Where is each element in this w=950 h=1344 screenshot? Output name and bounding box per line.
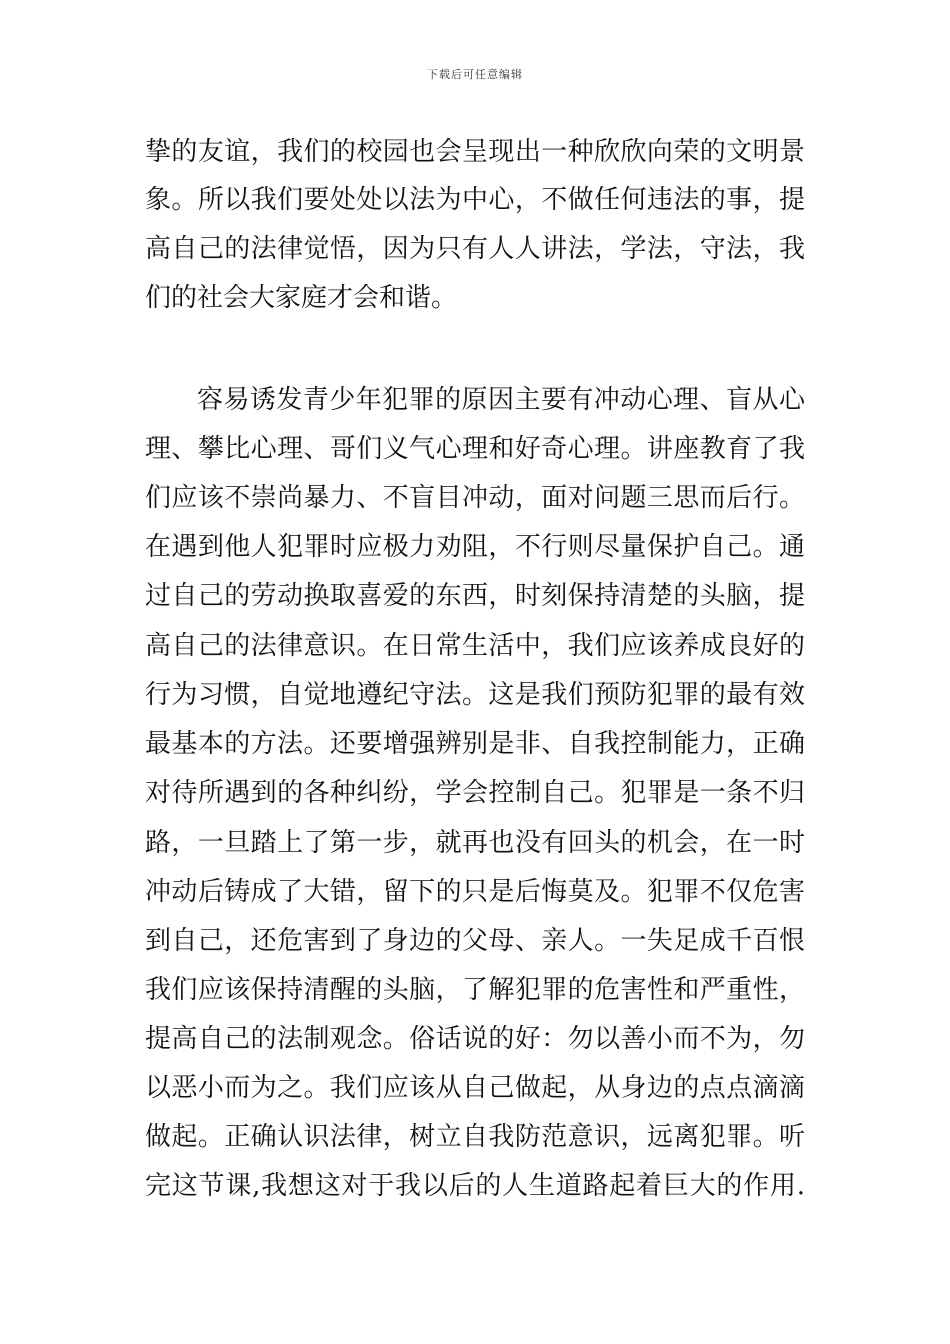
paragraph2-line-15: 以恶小而为之。我们应该从自己做起，从身边的点点滴滴 [145,1073,805,1103]
paragraph1-line-4: 们的社会大家庭才会和谐。 [145,283,458,313]
paragraph2-line-8: 最基本的方法。还要增强辨别是非、自我控制能力，正确 [145,729,805,759]
paragraph2-line-11: 冲动后铸成了大错，留下的只是后悔莫及。犯罪不仅危害 [145,877,805,907]
paragraph2-line-14: 提高自己的法制观念。俗话说的好：勿以善小而不为，勿 [145,1024,805,1054]
paragraph2-line-10: 路，一旦踏上了第一步，就再也没有回头的机会，在一时 [145,828,805,858]
paragraph2-line-12: 到自己，还危害到了身边的父母、亲人。一失足成千百恨 [145,926,805,956]
paragraph2-line-17: 完这节课,我想这对于我以后的人生道路起着巨大的作用. [145,1171,805,1201]
paragraph1-line-3: 高自己的法律觉悟，因为只有人人讲法，学法，守法，我 [145,234,805,264]
paragraph2-line-1: 容易诱发青少年犯罪的原因主要有冲动心理、盲从心 [197,385,805,415]
paragraph2-line-16: 做起。正确认识法律，树立自我防范意识，远离犯罪。听 [145,1122,805,1152]
paragraph2-line-13: 我们应该保持清醒的头脑，了解犯罪的危害性和严重性， [145,975,805,1005]
paragraph2-line-3: 们应该不崇尚暴力、不盲目冲动，面对问题三思而后行。 [145,483,805,513]
paragraph1-line-2: 象。所以我们要处处以法为中心，不做任何违法的事，提 [145,185,805,215]
paragraph1-line-1: 挚的友谊，我们的校园也会呈现出一种欣欣向荣的文明景 [145,137,805,167]
paragraph2-line-7: 行为习惯，自觉地遵纪守法。这是我们预防犯罪的最有效 [145,680,805,710]
paragraph2-line-6: 高自己的法律意识。在日常生活中，我们应该养成良好的 [145,631,805,661]
paragraph2-line-4: 在遇到他人犯罪时应极力劝阻，不行则尽量保护自己。通 [145,532,805,562]
paragraph2-line-5: 过自己的劳动换取喜爱的东西，时刻保持清楚的头脑，提 [145,581,805,611]
page-header-note: 下载后可任意编辑 [427,68,523,81]
paragraph2-line-2: 理、攀比心理、哥们义气心理和好奇心理。讲座教育了我 [145,434,805,464]
paragraph2-line-9: 对待所遇到的各种纠纷，学会控制自己。犯罪是一条不归 [145,778,805,808]
